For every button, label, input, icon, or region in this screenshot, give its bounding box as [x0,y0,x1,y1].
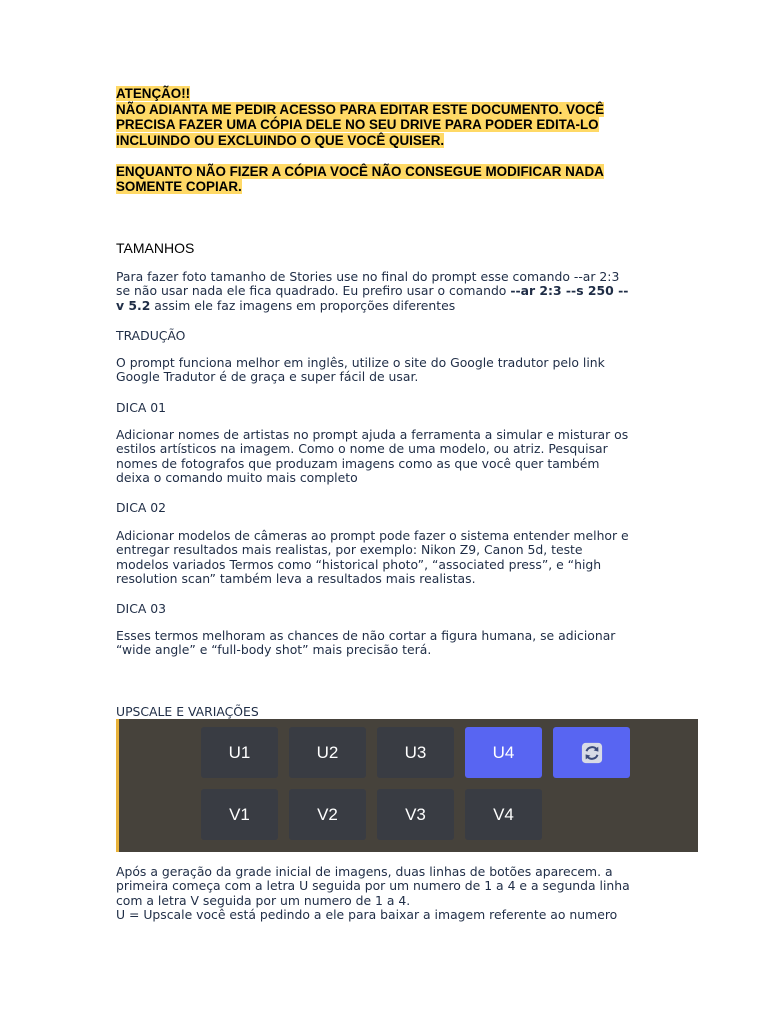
button-u4[interactable]: U4 [465,727,542,778]
warning-line: PRECISA FAZER UMA CÓPIA DELE NO SEU DRIVE PARA PODER EDITA-LO [116,117,599,132]
warning-title: ATENÇÃO!! [116,86,191,101]
section-text-dica03: Esses termos melhoram as chances de não cortar a figura humana, se adicionar “wide angle” e “full-body shot” mais precisão terá. [116,628,616,658]
warning-line: ENQUANTO NÃO FIZER A CÓPIA VOCÊ NÃO CONSEGUE MODIFICAR NADA [116,163,604,179]
section-text-dica02: Adicionar modelos de câmeras ao prompt pode fazer o sistema entender melhor e entregar resultados mais realistas, por exemplo: Nikon Z9, Canon 5d, teste modelos variados Termos como “historical photo”, “associated press”, e “high resolution scan” também leva a resultados mais realistas. [116,528,629,587]
text-span: assim ele faz imagens em proporções diferentes [150,297,456,313]
section-text-tamanhos [116,270,656,313]
text-span: Para fazer foto tamanho de Stories use no final do prompt esse comando --ar 2:3 se não usar nada ele fica quadrado. Eu prefiro usar o comando [116,269,620,299]
section-heading-upscale: UPSCALE E VARIAÇÕES [116,704,259,719]
section-text-upscale: Após a geração da grade inicial de imagens, duas linhas de botões aparecem. a primeira começa com a letra U seguida por um numero de 1 a 4 e a segunda linha com a letra V seguida por um numero de 1 a 4. U = Upscale você está pedindo a ele para baixar a imagem referente ao numero [116,864,630,923]
section-text-dica01: Adicionar nomes de artistas no prompt ajuda a ferramenta a simular e misturar os estilos artísticos na imagem. Como o nome de uma modelo, ou atriz. Pesquisar nomes de fotografos que produzam imagens como as que você quer também deixa o comando muito mais completo [116,427,629,486]
button-grid-screenshot [116,719,698,852]
button-v3[interactable]: V3 [377,789,454,840]
warning-block [116,86,656,195]
section-heading-dica01: DICA 01 [116,400,167,415]
section-heading-dica02: DICA 02 [116,500,167,515]
button-v1[interactable]: V1 [201,789,278,840]
section-heading-dica03: DICA 03 [116,601,167,616]
section-text-traducao: O prompt funciona melhor em inglês, utilize o site do Google tradutor pelo link Google Tradutor é de graça e super fácil de usar. [116,355,605,385]
warning-line: INCLUINDO OU EXCLUINDO O QUE VOCÊ QUISER. [116,132,445,148]
button-v2[interactable]: V2 [289,789,366,840]
refresh-button[interactable] [553,727,630,778]
warning-line: NÃO ADIANTA ME PEDIR ACESSO PARA EDITAR ESTE DOCUMENTO. VOCÊ [116,101,605,117]
section-heading-tamanhos: TAMANHOS [116,240,195,256]
section-heading-traducao: TRADUÇÃO [116,328,186,343]
button-u1[interactable]: U1 [201,727,278,778]
command-text: v 5.2 [116,297,151,313]
button-u2[interactable]: U2 [289,727,366,778]
button-v4[interactable]: V4 [465,789,542,840]
refresh-icon [581,742,603,764]
warning-line: SOMENTE COPIAR. [116,179,242,194]
button-u3[interactable]: U3 [377,727,454,778]
command-text: --ar 2:3 --s 250 -- [510,283,629,299]
